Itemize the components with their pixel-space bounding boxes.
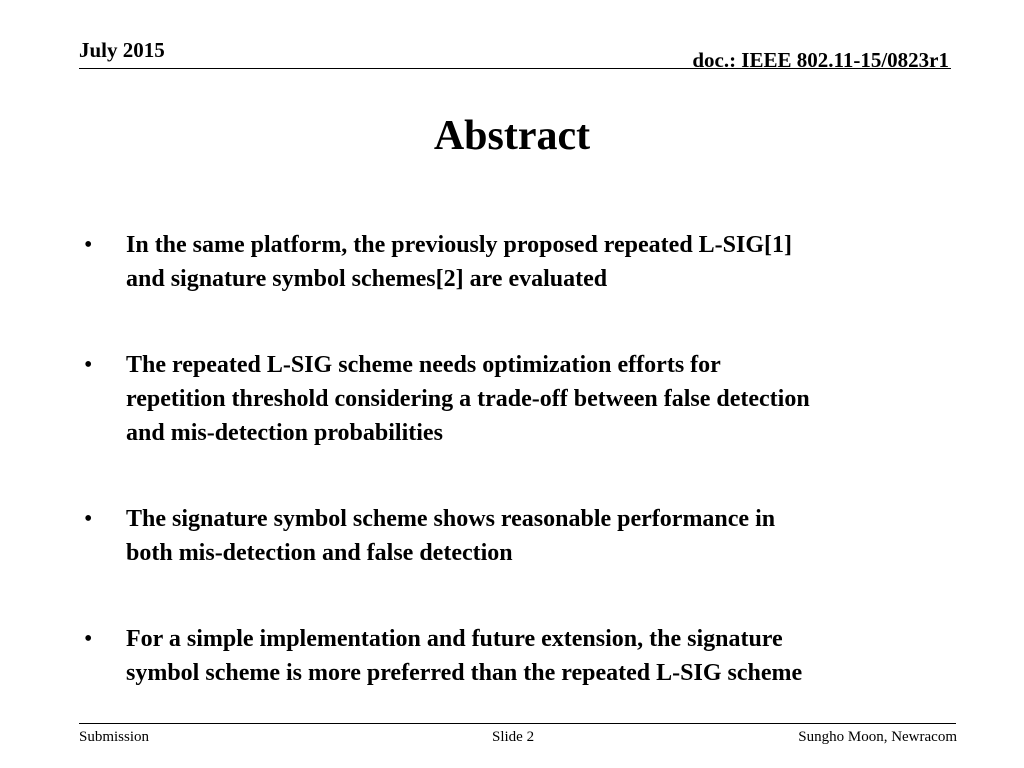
bullet-line: repetition threshold considering a trade-off between false detection: [126, 386, 810, 412]
bullet-dot-icon: •: [84, 352, 93, 378]
bullet-line: symbol scheme is more preferred than the repeated L-SIG scheme: [126, 660, 803, 686]
header-doc-id: doc.: IEEE 802.11-15/0823r1: [692, 48, 949, 72]
bullet-line: The repeated L-SIG scheme needs optimization efforts for: [126, 352, 721, 378]
bullet-dot-icon: •: [84, 232, 93, 258]
bullet-line: For a simple implementation and future extension, the signature: [126, 626, 783, 652]
bullet-dot-icon: •: [84, 506, 93, 532]
bullet-line: and mis-detection probabilities: [126, 420, 443, 446]
bullet-line: The signature symbol scheme shows reasonable performance in: [126, 506, 776, 532]
header-date: July 2015: [79, 38, 165, 62]
footer-divider: [79, 723, 956, 724]
bullet-dot-icon: •: [84, 626, 93, 652]
bullet-item: [84, 348, 964, 450]
footer-slide-number: Slide 2: [492, 729, 535, 745]
bullet-item: [84, 502, 964, 570]
bullet-line: and signature symbol schemes[2] are evaluated: [126, 266, 608, 292]
bullet-item: [84, 228, 964, 296]
footer-submission: Submission: [79, 729, 150, 745]
bullet-line: both mis-detection and false detection: [126, 540, 513, 566]
slide-title: Abstract: [433, 113, 591, 159]
footer-author: Sungho Moon, Newracom: [798, 729, 957, 745]
bullet-item: [84, 622, 964, 690]
header-divider: [79, 68, 951, 69]
bullet-line: In the same platform, the previously proposed repeated L-SIG[1]: [126, 232, 792, 258]
bullet-list: [84, 228, 964, 742]
